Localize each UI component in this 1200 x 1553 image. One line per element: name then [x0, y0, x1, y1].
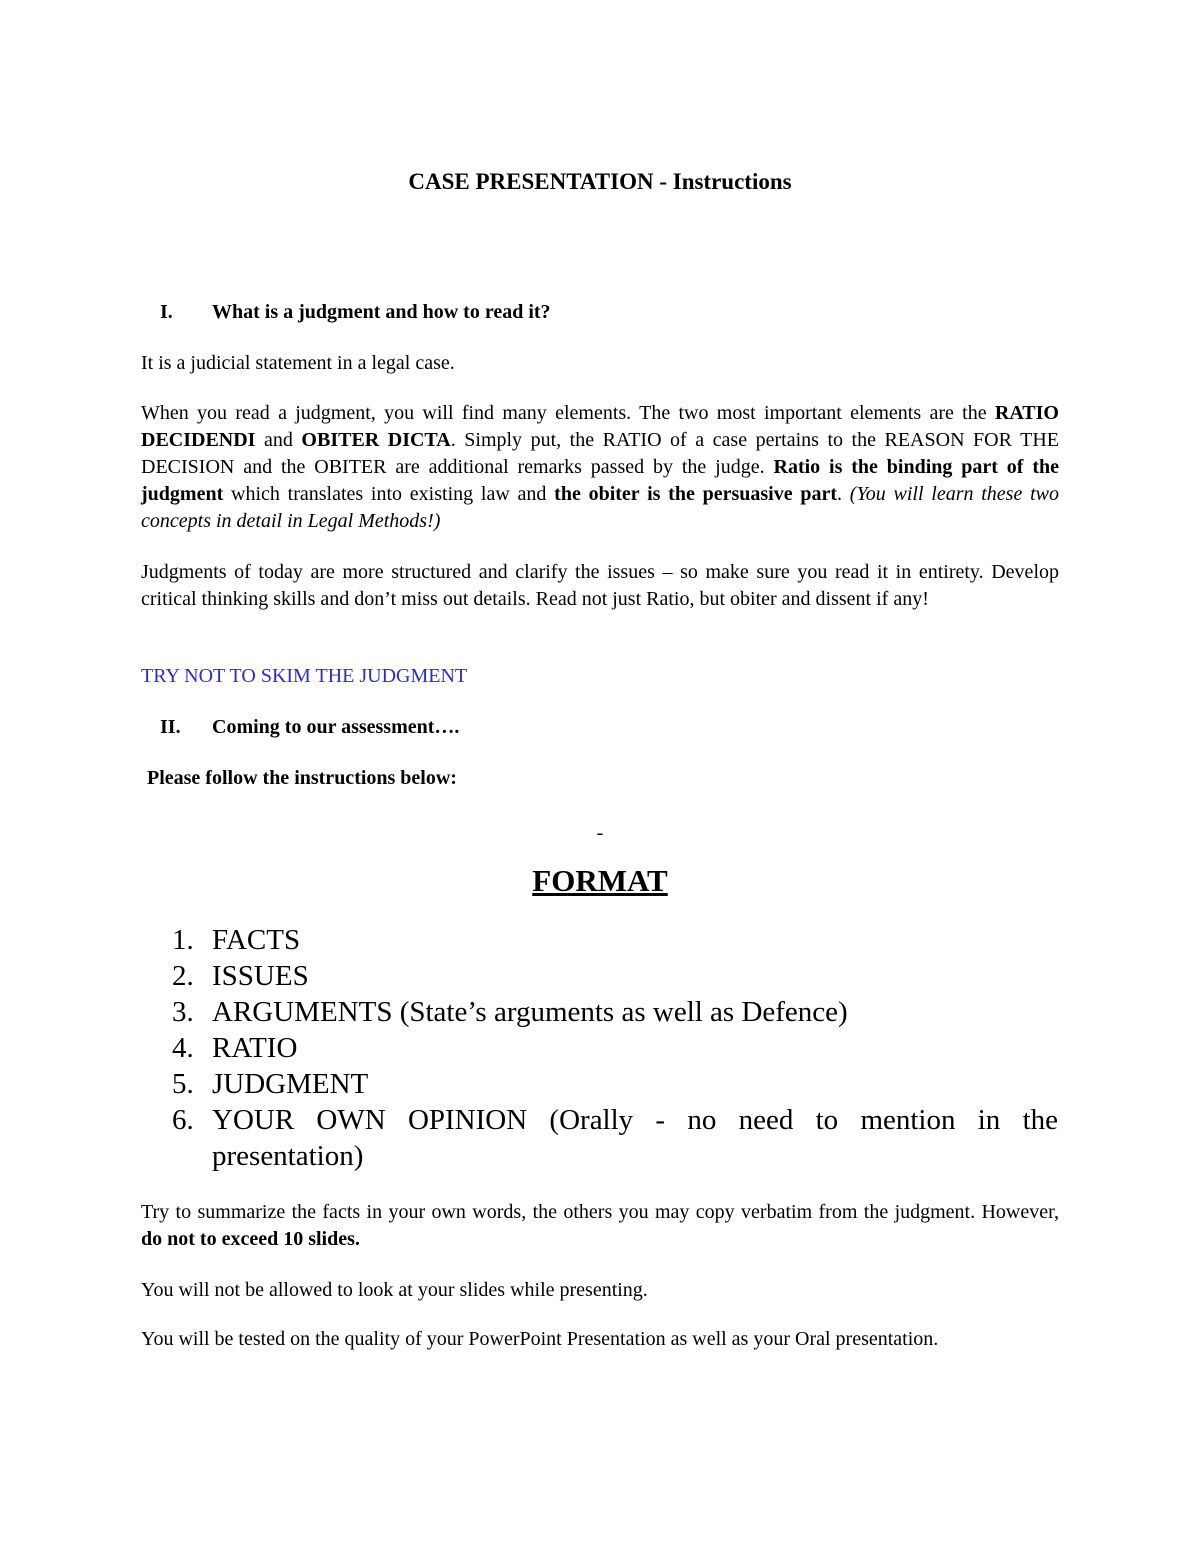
format-item-number: 5. [172, 1068, 194, 1100]
format-list-item [172, 994, 1058, 1030]
format-item-number: 4. [172, 1032, 194, 1064]
section-heading-text: What is a judgment and how to read it? [212, 301, 551, 323]
format-item-number: 1. [172, 924, 194, 956]
format-item-number: 2. [172, 960, 194, 992]
format-list-item [172, 1030, 1058, 1066]
paragraph-summarize: Try to summarize the facts in your own words, the others you may copy verbatim from the judgment. However, do not to exceed 10 slides. [141, 1201, 1059, 1250]
term-ratio-decidendi: RATIO DECIDENDI [141, 402, 1059, 451]
format-item-text: FACTS [212, 924, 301, 956]
paragraph-testing: You will be tested on the quality of your PowerPoint Presentation as well as your Oral presentation. [141, 1328, 939, 1350]
format-list-item [172, 958, 1058, 994]
format-item-number: 6. [172, 1104, 194, 1136]
section-numeral: I. [160, 301, 173, 323]
binding-part-text: Ratio is the binding part of the judgment [141, 456, 1060, 505]
section-heading-text: Coming to our assessment…. [212, 716, 460, 738]
format-item-text: JUDGMENT [212, 1068, 369, 1100]
paragraph-definition: It is a judicial statement in a legal case. [141, 352, 455, 374]
dash-separator: - [596, 822, 604, 844]
format-list [172, 922, 1058, 1174]
format-list-item [172, 1102, 1058, 1174]
format-title: FORMAT [532, 863, 668, 898]
section-numeral: II. [160, 716, 181, 738]
paragraph-structure: Judgments of today are more structured and clarify the issues – so make sure you read it in entirety. Develop critical thinking skills and don’t miss out details. Read not just Ratio, but obiter and dissent if any! [141, 561, 1059, 610]
paragraph-elements: When you read a judgment, you will find many elements. The two most important elements are the RATIO DECIDENDI and OBITER DICTA. Simply put, the RATIO of a case pertains to the REASON FOR THE DECISION and the OBITER are additional remarks passed by the judge. Ratio is the binding part of the judgment which translates into existing law and the obiter is the persuasive part. (You will learn these two concepts in detail in Legal Methods!) [141, 402, 1060, 532]
section-heading-1 [160, 299, 551, 325]
legal-methods-note: (You will learn these two concepts in detail in Legal Methods!) [141, 483, 1060, 532]
format-list-item [172, 1066, 1058, 1102]
slide-limit-text: do not to exceed 10 slides. [141, 1228, 360, 1250]
format-item-text: ISSUES [212, 960, 309, 992]
document-title: CASE PRESENTATION - Instructions [408, 169, 792, 194]
format-list-item [172, 922, 1058, 958]
format-item-text: YOUR OWN OPINION (Orally - no need to mention in the presentation) [212, 1104, 1058, 1172]
paragraph-no-slides: You will not be allowed to look at your slides while presenting. [141, 1279, 648, 1301]
section-heading-2 [160, 714, 459, 740]
format-item-text: RATIO [212, 1032, 298, 1064]
warning-text: TRY NOT TO SKIM THE JUDGMENT [141, 665, 468, 687]
persuasive-part-text: the obiter is the persuasive part [554, 483, 838, 505]
format-item-text: ARGUMENTS (State’s arguments as well as Defence) [212, 996, 848, 1028]
format-item-number: 3. [172, 996, 194, 1028]
follow-instructions-text: Please follow the instructions below: [147, 767, 457, 789]
term-obiter-dicta: OBITER DICTA [301, 429, 451, 451]
